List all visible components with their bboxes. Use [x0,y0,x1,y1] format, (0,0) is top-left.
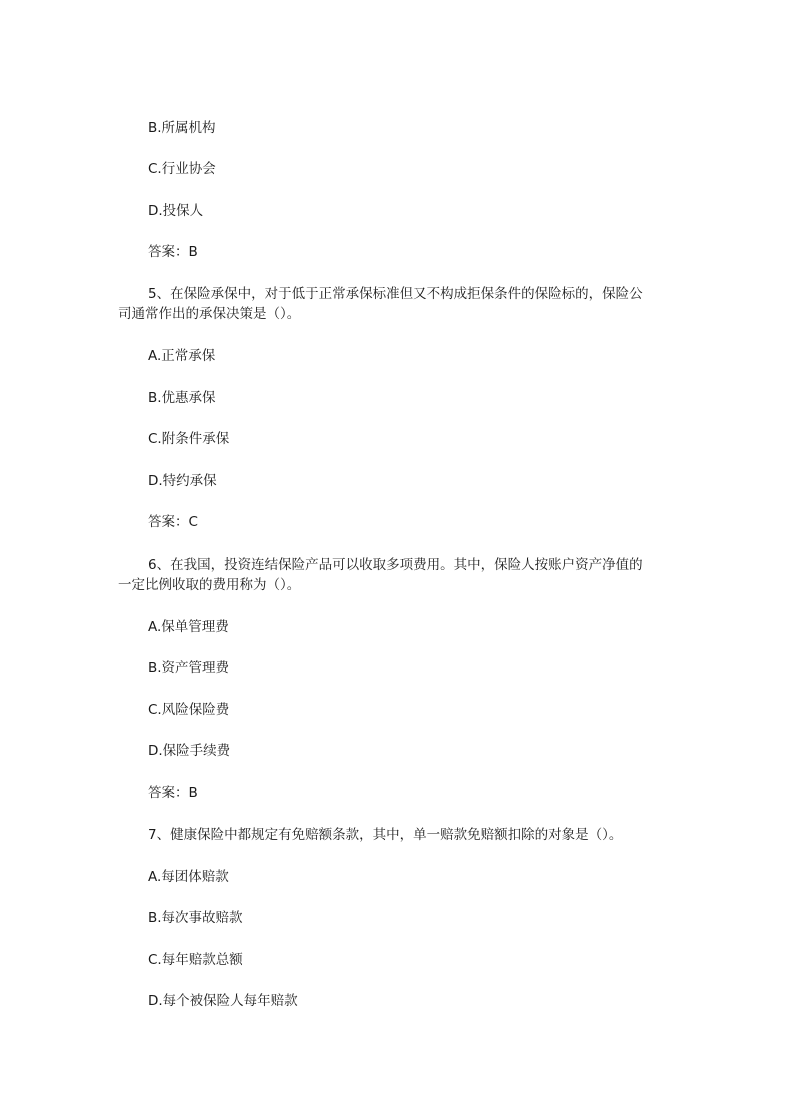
question-line: 6、在我国，投资连结保险产品可以收取多项费用。其中，保险人按账户资产净值的 [148,557,643,573]
option-line: D.特约承保 [148,473,217,489]
option-line: D.每个被保险人每年赔款 [148,993,298,1009]
option-line: D.投保人 [148,203,204,219]
question-line: 7、健康保险中都规定有免赔额条款，其中，单一赔款免赔额扣除的对象是（）。 [148,827,623,843]
option-line: A.正常承保 [148,348,216,364]
answer-line: 答案：B [148,244,198,260]
answer-line: 答案：C [148,514,198,530]
option-line: B.所属机构 [148,120,216,136]
option-line: A.每团体赔款 [148,869,229,885]
option-line: A.保单管理费 [148,619,229,635]
option-line: C.每年赔款总额 [148,952,243,968]
option-line: D.保险手续费 [148,743,231,759]
option-line: C.附条件承保 [148,431,230,447]
option-line: C.行业协会 [148,161,216,177]
question-line: 5、在保险承保中，对于低于正常承保标准但又不构成拒保条件的保险标的，保险公 [148,286,643,302]
option-line: C.风险保险费 [148,702,230,718]
option-line: B.每次事故赔款 [148,910,243,926]
option-line: B.优惠承保 [148,390,216,406]
question-line: 司通常作出的承保决策是（）。 [118,306,301,322]
option-line: B.资产管理费 [148,660,230,676]
answer-line: 答案：B [148,785,198,801]
question-line: 一定比例收取的费用称为（）。 [118,577,301,593]
